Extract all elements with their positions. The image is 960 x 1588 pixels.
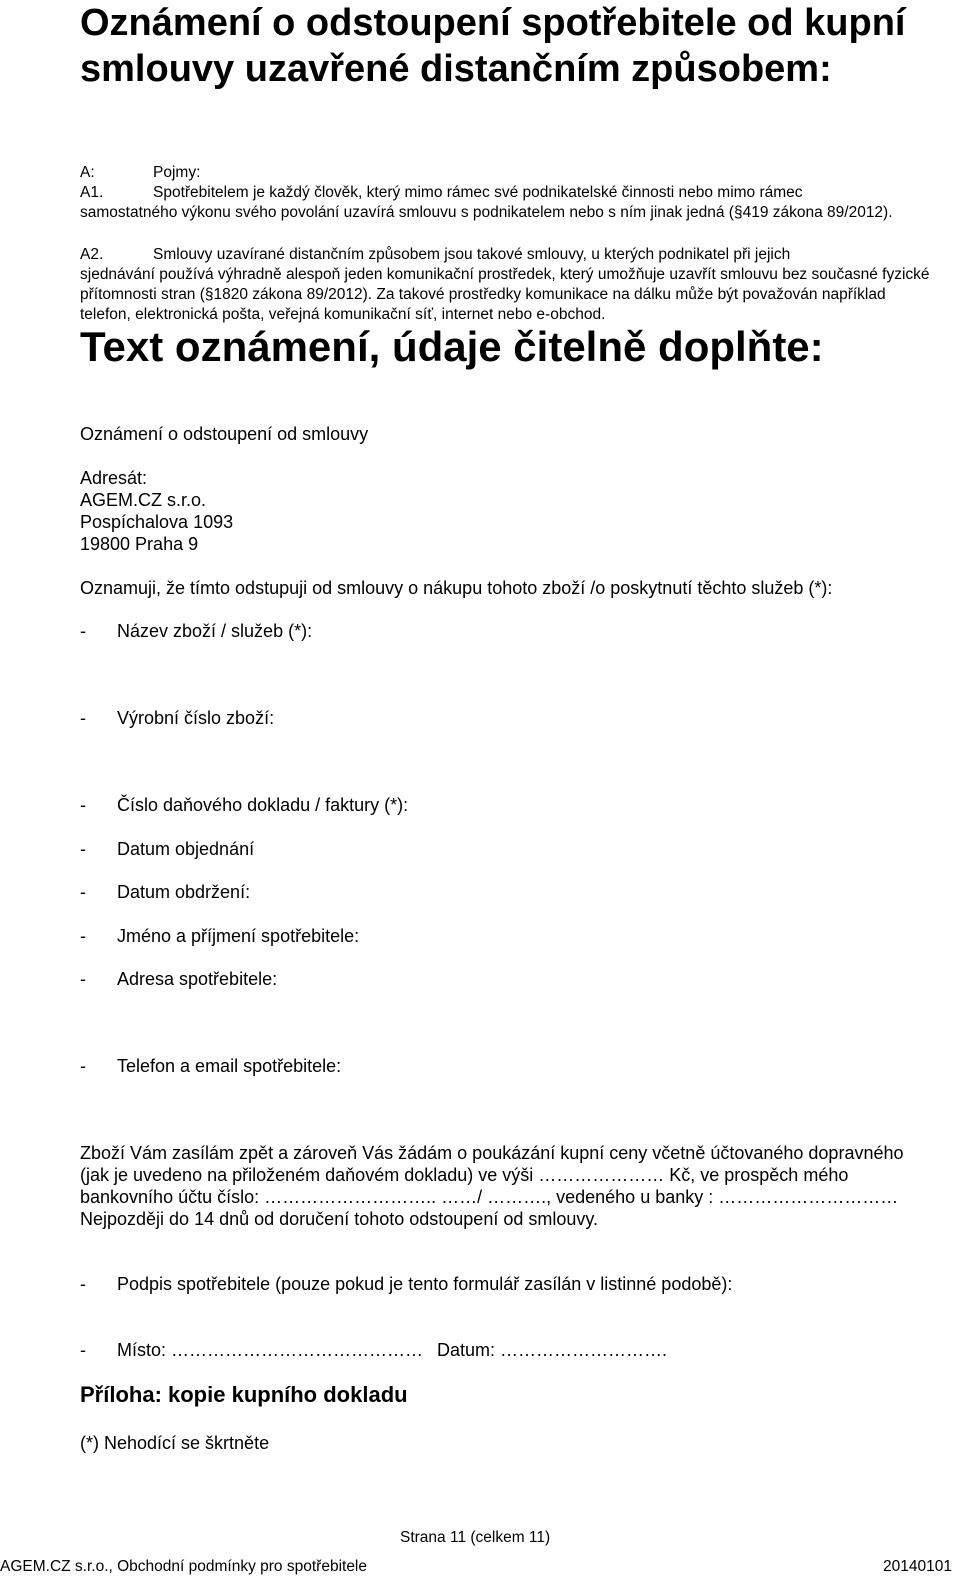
field-receipt-date — [80, 881, 250, 903]
dash: - — [80, 926, 86, 946]
address-city: 19800 Praha 9 — [80, 534, 199, 554]
dash: - — [80, 839, 86, 859]
field-label: Telefon a email spotřebitele: — [117, 1056, 342, 1076]
signature-field — [80, 1273, 732, 1295]
address-street: Pospíchalova 1093 — [80, 512, 234, 532]
field-label: Adresa spotřebitele: — [117, 969, 278, 989]
dash: - — [80, 1274, 86, 1294]
field-label: Datum obdržení: — [117, 882, 251, 902]
page-number: Strana 11 (celkem 11) — [400, 1529, 551, 1546]
term-a1-first: Spotřebitelem je každý člověk, který mimo rámec své podnikatelské činnosti nebo mimo rámec — [153, 184, 803, 201]
term-a1-label: A1. — [80, 184, 104, 201]
notice-title: Oznámení o odstoupení od smlouvy — [80, 424, 369, 444]
field-label: Výrobní číslo zboží: — [117, 708, 275, 728]
field-label: Název zboží / služeb (*): — [117, 621, 313, 641]
refund-line-4: Nejpozději do 14 dnů od doručení tohoto odstoupení od smlouvy. — [80, 1209, 599, 1229]
refund-line-3: bankovního účtu číslo: ……………………….. ……/ ………., vedeného u banky : ………………………… — [80, 1187, 899, 1207]
field-consumer-name — [80, 925, 359, 947]
withdrawal-statement: Oznamuji, že tímto odstupuji od smlouvy o nákupu tohoto zboží /o poskytnutí těchto služeb (*): — [80, 578, 833, 598]
term-a2-first: Smlouvy uzavírané distančním způsobem jsou takové smlouvy, u kterých podnikatel při jejich — [153, 246, 791, 263]
field-label: Jméno a příjmení spotřebitele: — [117, 926, 360, 946]
date-label: Datum: ………………………. — [437, 1340, 668, 1360]
footnote: (*) Nehodící se škrtněte — [80, 1433, 270, 1453]
document-title: Oznámení o odstoupení spotřebitele od kupní smlouvy uzavřené distančním způsobem: — [80, 2, 906, 90]
refund-line-2: (jak je uvedeno na přiloženém daňovém dokladu) ve výši ………………… Kč, ve prospěch mého — [80, 1165, 849, 1185]
place-label: Místo: …………………………………… — [117, 1340, 424, 1360]
field-order-date — [80, 838, 254, 860]
term-a-text: Pojmy: — [153, 164, 201, 181]
field-invoice-number — [80, 794, 408, 816]
dash: - — [80, 1340, 86, 1360]
dash: - — [80, 882, 86, 902]
dash: - — [80, 621, 86, 641]
attachment-heading: Příloha: kopie kupního dokladu — [80, 1382, 408, 1407]
field-consumer-address — [80, 968, 277, 990]
dash: - — [80, 708, 86, 728]
place-date-field — [80, 1339, 667, 1361]
field-consumer-contact — [80, 1055, 341, 1077]
field-label: Číslo daňového dokladu / faktury (*): — [117, 795, 409, 815]
term-a2-rest: sjednávání používá výhradně alespoň jeden komunikační prostředek, který umožňuje uzavřít smlouvu bez současné fyzické přítomnosti stran (§1820 zákona 89/2012). Za takové prostředky komunikace na dálku může být považován například telefon, elektronická pošta, veřejná komunikační síť, internet nebo e-obchod. — [80, 266, 930, 323]
term-a-label: A: — [80, 164, 95, 181]
field-goods-name — [80, 620, 312, 642]
term-a1-rest: samostatného výkonu svého povolání uzavírá smlouvu s podnikatelem nebo s ním jinak jedná (§419 zákona 89/2012). — [80, 204, 893, 221]
signature-label: Podpis spotřebitele (pouze pokud je tento formulář zasílán v listinné podobě): — [117, 1274, 733, 1294]
footer-version: 20140101 — [883, 1558, 952, 1575]
address-company: AGEM.CZ s.r.o. — [80, 490, 207, 510]
field-serial-number — [80, 707, 274, 729]
section-heading: Text oznámení, údaje čitelně doplňte: — [80, 323, 824, 370]
footer-company: AGEM.CZ s.r.o., Obchodní podmínky pro spotřebitele — [0, 1558, 367, 1575]
dash: - — [80, 969, 86, 989]
field-label: Datum objednání — [117, 839, 255, 859]
refund-line-1: Zboží Vám zasílám zpět a zároveň Vás žádám o poukázání kupní ceny včetně účtovaného dopravného — [80, 1143, 904, 1163]
term-a2-label: A2. — [80, 246, 104, 263]
dash: - — [80, 1056, 86, 1076]
address-label: Adresát: — [80, 468, 148, 488]
dash: - — [80, 795, 86, 815]
